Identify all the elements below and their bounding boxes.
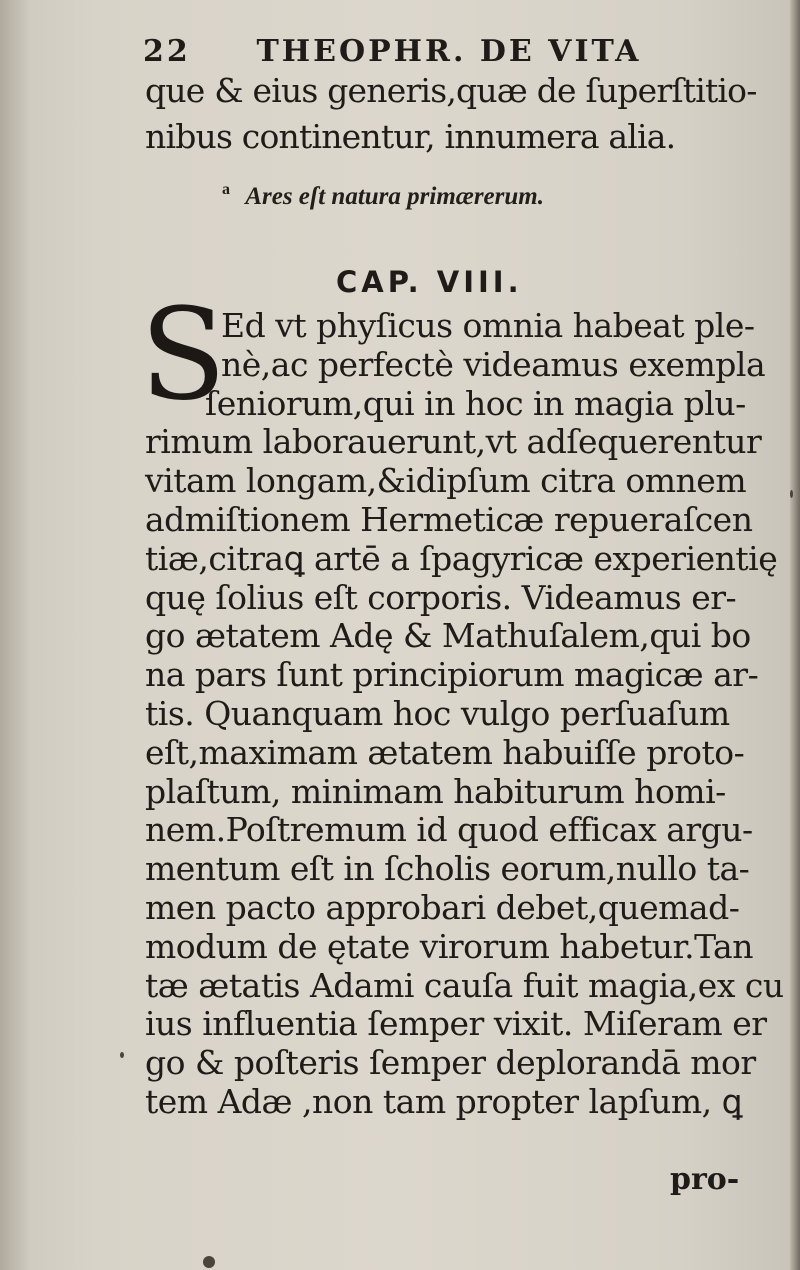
page-number: 22 <box>143 34 191 69</box>
note-text: Ares eſt natura primærerum. <box>245 183 544 210</box>
body-line: mentum eſt in ſcholis eorum,nullo ta- <box>145 849 750 889</box>
body-line: plaſtum, minimam habiturum homi- <box>145 771 726 811</box>
body-line: tæ ætatis Adami cauſa fuit magia,ex cu <box>145 965 784 1005</box>
ink-speck <box>203 1256 215 1268</box>
ink-speck <box>790 490 793 498</box>
body-line: na pars ſunt principiorum magicæ ar- <box>145 655 759 695</box>
body-line: tiæ,citraꝗ artē a ſpagyricæ experientię <box>145 538 778 578</box>
body-line: nem.Poſtremum id quod efficax argu- <box>145 810 753 850</box>
body-line: nè,ac perfectè videamus exempla <box>221 344 766 384</box>
continued-text <box>145 68 757 160</box>
text-line: nibus continentur, innumera alia. <box>145 117 676 156</box>
side-note <box>222 181 544 211</box>
body-line: go & poſteris ſemper deplorandā mor <box>145 1043 756 1083</box>
note-marker: a <box>222 181 230 198</box>
body-line: ſeniorum,qui in hoc in magia plu- <box>205 383 746 423</box>
body-line: Ed vt phyſicus omnia habeat ple- <box>221 306 755 345</box>
chapter-heading: CAP. VIII. <box>336 265 523 299</box>
body-line: quę ſolius eſt corporis. Videamus er- <box>145 577 737 617</box>
body-line: go ætatem Adę & Mathuſalem,qui bo <box>145 616 751 656</box>
body-line: tem Adæ ,non tam propter lapſum, ꝗ <box>145 1081 743 1121</box>
body-line: men pacto approbari debet,quemad- <box>145 887 740 927</box>
page-edge <box>790 0 800 1270</box>
catchword: pro- <box>670 1162 740 1197</box>
chapter-body <box>145 307 784 1122</box>
body-line: vitam longam,&idipſum citra omnem <box>145 461 747 501</box>
body-line: rimum laborauerunt,vt adſequerentur <box>145 422 762 462</box>
body-line: admiſtionem Hermeticæ repueraſcen <box>145 499 753 539</box>
text-line: que & eius generis,quæ de ſuperſtitio- <box>145 71 757 110</box>
body-line: eſt,maximam ætatem habuiſſe proto- <box>145 732 745 772</box>
gutter-shadow <box>0 0 30 1270</box>
running-title: THEOPHR. DE VITA <box>256 34 642 69</box>
drop-capital: S <box>140 281 227 428</box>
body-line: tis. Quanquam hoc vulgo perſuaſum <box>145 693 730 733</box>
body-line: ius influentia ſemper vixit. Miſeram er <box>145 1004 767 1044</box>
body-line: modum de ętate virorum habetur.Tan <box>145 926 753 966</box>
ink-speck <box>120 1052 124 1058</box>
